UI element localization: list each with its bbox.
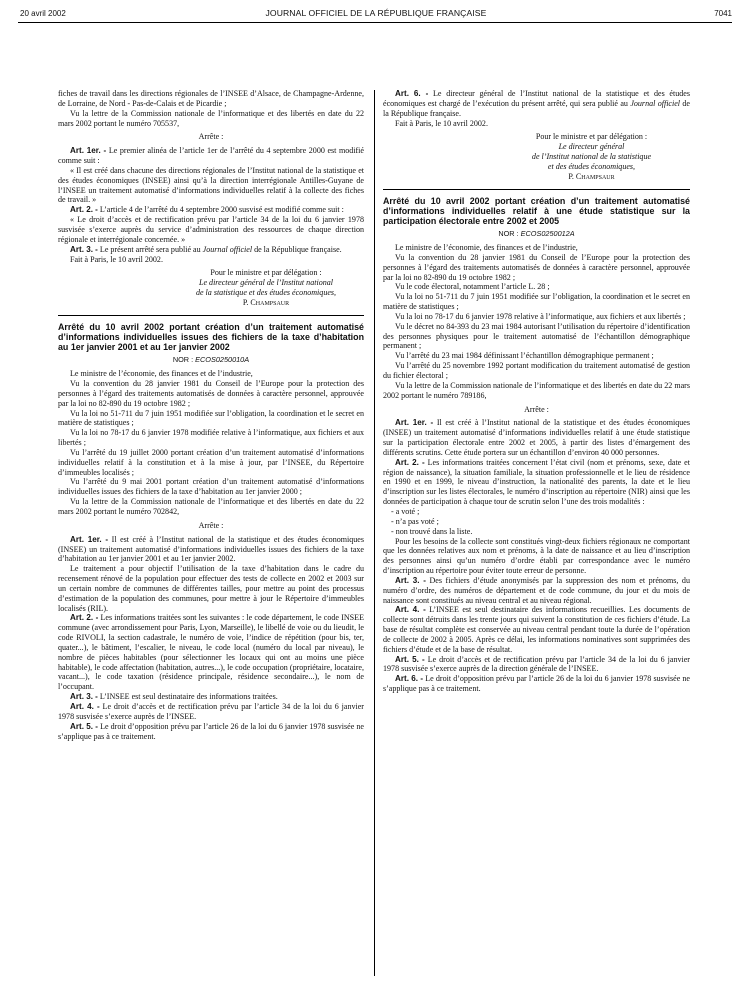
article-label: Art. 2. -	[395, 457, 425, 467]
article-2	[58, 613, 364, 692]
journal-title: JOURNAL OFFICIEL DE LA RÉPUBLIQUE FRANÇAISE	[265, 8, 487, 18]
list-item: - n’a pas voté ;	[391, 516, 439, 526]
journal-officiel-ref: Journal officiel	[202, 244, 253, 254]
article-3	[58, 245, 364, 255]
arrete-heading: Arrête :	[198, 132, 224, 142]
article-5	[383, 655, 690, 675]
article-2	[383, 458, 690, 507]
signature-line: Pour le ministre et par délégation :	[210, 268, 322, 278]
column-divider	[374, 90, 375, 976]
article-label: Art. 4. -	[70, 702, 100, 712]
paragraph: Le ministre de l’économie, des finances et de l’industrie,	[395, 243, 578, 253]
article-6	[383, 674, 690, 694]
article-4	[58, 702, 364, 722]
quoted-paragraph: « Le droit d’accès et de rectification prévu par l’article 34 de la loi du 6 janvier 1978 susvisée s’exerce auprès du service d’administration des ressources de chaque direction régionale et interrégionale concernée. »	[58, 215, 364, 244]
article-label: Art. 2. -	[70, 613, 99, 623]
article-text: Le droit d’opposition prévu par l’article 26 de la loi du 6 janvier 1978 susvisée ne s’applique pas à ce traitement.	[58, 721, 364, 741]
header-rule	[18, 22, 732, 23]
right-column	[383, 89, 690, 694]
page-header	[20, 7, 732, 21]
article-text: Il est créé à l’Institut national de la statistique et des études économiques (INSEE) un traitement automatisé d’informations individuelles relatif à une étude statistique sur la participation électorale entre 2002 et 2005, à partir des listes d’émargement des différents scrutins. Cette étude portera sur un échantillon d’environ 40 000 personnes.	[383, 418, 690, 457]
article-text: L’article 4 de l’arrêté du 4 septembre 2000 susvisé est modifié comme suit :	[97, 205, 344, 215]
article-text: L’INSEE est seul destinataire des informations traitées.	[97, 692, 278, 702]
article-label: Art. 6. -	[395, 89, 429, 98]
paragraph: Vu l’arrêté du 19 juillet 2000 portant création d’un traitement automatisé d’informations individuelles relatif à la constitution et à la mise à jour, par l’INSEE, du Répertoire d’immeubles localisés ;	[58, 447, 364, 477]
signature-line: Le directeur général de l’Institut national	[198, 278, 334, 288]
article-label: Art. 6. -	[395, 674, 424, 684]
article-label: Art. 1er. -	[70, 534, 109, 544]
section-rule	[58, 315, 364, 322]
article-text: de la République française.	[383, 98, 690, 118]
arrete-heading: Arrête :	[524, 404, 549, 414]
paragraph: Vu la loi no 78-17 du 6 janvier 1978 relative à l’informatique, aux fichiers et aux libertés ;	[395, 311, 686, 321]
article-3	[58, 692, 364, 702]
paragraph: Vu la loi no 51-711 du 7 juin 1951 modifiée sur l’obligation, la coordination et le secret en matière de statistiques ;	[383, 292, 690, 312]
article-text: Les informations traitées sont les suivantes : le code département, le code INSEE commune (avec arrondissement pour Paris, Lyon, Marseille), le libellé de voie ou du lieudit, le code RIVOLI, la section cadastrale, le numéro de voie, l’indice de répétition (pour bis, ter, quater...), le bâtiment, l’escalier, le niveau, le code local (numéro du local par niveau), le nombre de pièces habitables (pour sélectionner les locaux qui ont au moins une pièce habitable), le code affectation (habitation, autres...), le code occupation (propriétaire, locataire, vacant...), le code taxation (résidence principale, résidence secondaire...), le nom de l’occupant.	[58, 613, 364, 692]
paragraph: Vu la lettre de la Commission nationale de l’informatique et des libertés en date du 22 mars 2002 portant le numéro 705537,	[58, 108, 364, 128]
article-text: Des fichiers d’étude anonymisés par la suppression des nom et prénoms, du numéro d’ordre, des numéros de département et de code commune, du jour et du mois de naissance sont constitués au niveau central et au niveau régional.	[383, 575, 690, 605]
paragraph: Vu la convention du 28 janvier 1981 du Conseil de l’Europe pour la protection des personnes à l’égard des traitements automatisés de données à caractère personnel, approuvée par la loi no 82-890 du 19 octobre 1982 ;	[383, 252, 690, 282]
section-rule	[383, 189, 690, 196]
article-text: Il est créé à l’Institut national de la statistique et des études économiques (INSEE) un traitement automatisé d’informations individuelles issues des fichiers de la taxe d’habitation au 1er janvier 2001 et au 1er janvier 2002.	[58, 534, 364, 564]
article-label: Art. 5. -	[395, 654, 425, 664]
signature-line: Pour le ministre et par délégation :	[535, 132, 648, 142]
paragraph: Vu la loi no 51-711 du 7 juin 1951 modifiée sur l’obligation, la coordination et le secret en matière de statistiques ;	[58, 408, 364, 428]
paragraph: Vu le code électoral, notamment l’article L. 28 ;	[395, 282, 550, 292]
journal-officiel-ref: Journal officiel	[630, 98, 681, 108]
paragraph: Vu l’arrêté du 9 mai 2001 portant création d’un traitement automatisé d’informations individuelles issues des fichiers de la taxe d’habitation au 1er janvier 2000 ;	[58, 477, 364, 497]
article-2	[58, 205, 364, 215]
article-5	[58, 722, 364, 742]
issue-date: 20 avril 2002	[20, 9, 66, 18]
paragraph: Pour les besoins de la collecte sont constitués vingt-deux fichiers régionaux ne comportant que les données relatives aux nom et prénoms, à la date de naissance et au lieu d’inscription des personnes ainsi qu’un numéro d’ordre établi par correspondance avec le numéro d’inscription au répertoire pour éviter toute erreur de personne.	[383, 536, 690, 576]
quoted-paragraph: « Il est créé dans chacune des directions régionales de l’Institut national de la statistique et des études économiques (INSEE) ainsi qu’à la direction interrégionale Antilles-Guyane de l’INSEE un traitement automatisé d’informations individuelles relatif à la collecte des fiches de travail. »	[58, 165, 364, 205]
article-label: Art. 1er. -	[70, 146, 107, 156]
signatory-name: P. Champsaur	[568, 171, 615, 181]
article-label: Art. 3. -	[395, 575, 426, 585]
article-3	[383, 576, 690, 606]
list-item: - a voté ;	[391, 506, 420, 516]
arrete-title: Arrêté du 10 avril 2002 portant création d’un traitement automatisé d’informations individuelles issues des fichiers de la taxe d’habitation au 1er janvier 2001 et au 1er janvier 2002	[58, 321, 364, 353]
left-column	[58, 89, 364, 741]
paragraph: Le ministre de l’économie, des finances et de l’industrie,	[70, 369, 253, 379]
paragraph: Vu l’arrêté du 25 novembre 1992 portant modification du traitement automatisé de gestion du fichier électoral ;	[383, 361, 690, 381]
fait-a-paris: Fait à Paris, le 10 avril 2002.	[395, 118, 488, 128]
paragraph: fiches de travail dans les directions régionales de l’INSEE d’Alsace, de Champagne-Ardenne, de Lorraine, de Nord - Pas-de-Calais et de Picardie ;	[58, 89, 364, 108]
paragraph: Vu le décret no 84-393 du 23 mai 1984 autorisant l’utilisation du répertoire d’identification des personnes physiques pour le traitement automatisé de l’échantillon démographique permanent ;	[383, 321, 690, 351]
article-text: Le directeur général de l’Institut national de la statistique et des études économiques est chargé de l’exécution du présent arrêté, qui sera publié au	[383, 89, 690, 108]
arrete-title: Arrêté du 10 avril 2002 portant création d’un traitement automatisé d’informations individuelles relatif à une étude statistique sur la participation électorale entre 2002 et 2005	[383, 195, 690, 226]
signature-line: de la statistique et des études économiques,	[195, 288, 337, 298]
article-text: Le droit d’opposition prévu par l’article 26 de la loi du 6 janvier 1978 susvisée ne s’applique pas à ce traitement.	[383, 674, 690, 694]
paragraph: Vu la lettre de la Commission nationale de l’informatique et des libertés en date du 22 mars 2002 portant le numéro 702842,	[58, 497, 364, 516]
article-text: Le droit d’accès et de rectification prévu par l’article 34 de la loi du 6 janvier 1978 susvisée s’exerce auprès de la direction générale de l’INSEE.	[383, 654, 690, 674]
signatory-name: P. Champsaur	[242, 297, 290, 307]
paragraph: Vu la loi no 78-17 du 6 janvier 1978 modifiée relative à l’informatique, aux fichiers et aux libertés ;	[58, 428, 364, 448]
list-item: - non trouvé dans la liste.	[391, 526, 473, 536]
fait-a-paris: Fait à Paris, le 10 avril 2002.	[70, 254, 163, 264]
article-1	[383, 418, 690, 457]
arrete-heading: Arrête :	[198, 520, 224, 530]
article-text: Le présent arrêté sera publié au	[97, 244, 203, 254]
article-label: Art. 4. -	[395, 605, 426, 615]
article-1	[58, 146, 364, 166]
article-label: Art. 3. -	[70, 244, 98, 254]
paragraph: Vu la convention du 28 janvier 1981 du Conseil de l’Europe pour la protection des personnes à l’égard des traitements automatisés de données à caractère personnel, approuvée par la loi no 82-890 du 19 octobre 1982 ;	[58, 379, 364, 408]
signature-line: et des études économiques,	[547, 161, 636, 171]
article-text: L’INSEE est seul destinataire des informations recueillies. Les documents de collecte sont détruits dans les trente jours qui suivent la constitution de ces fichiers d’étude. La base de résultat complète est conservée au niveau central pendant toute la durée de l’opération de collecte de 2002 à 2005. Après ce délai, les informations nominatives sont supprimées des fichiers d’étude et de la base de résultat.	[383, 605, 690, 654]
article-label: Art. 1er. -	[395, 418, 434, 428]
nor-reference: NOR : ECOS0250012A	[498, 229, 575, 239]
paragraph: Vu l’arrêté du 23 mai 1984 définissant l’échantillon démographique permanent ;	[395, 351, 654, 361]
article-4	[383, 605, 690, 654]
article-text: Les informations traitées concernent l’état civil (nom et prénoms, sexe, date et région de naissance), la situation familiale, la situation professionnelle et le lieu de résidence en 1990 et en 1999, le niveau d’instruction, la nationalité des parents, la date et le lieu d’inscription sur les listes électorales, le numéro d’inscription au répertoire (NIR) ainsi que les données de participation à chaque tour de scrutin selon l’une des trois modalités :	[383, 457, 690, 507]
article-text: Le premier alinéa de l’article 1er de l’arrêté du 4 septembre 2000 est modifié comme suit :	[58, 146, 364, 166]
signature-line: Le directeur général	[558, 142, 625, 152]
article-6	[383, 89, 690, 119]
signature-line: de l’Institut national de la statistique	[531, 152, 652, 162]
article-text: de la République française.	[252, 244, 342, 254]
article-text: Le droit d’accès et de rectification prévu par l’article 34 de la loi du 6 janvier 1978 susvisée s’exerce auprès de l’INSEE.	[58, 702, 364, 721]
article-1	[58, 535, 364, 565]
paragraph: Vu la lettre de la Commission nationale de l’informatique et des libertés en date du 22 mars 2002 portant le numéro 789186,	[383, 380, 690, 400]
article-label: Art. 2. -	[70, 205, 98, 215]
article-label: Art. 3. -	[70, 692, 98, 702]
page-number: 7041	[714, 9, 732, 18]
nor-reference: NOR : ECOS0250010A	[172, 355, 250, 365]
paragraph: Le traitement a pour objectif l’utilisation de la taxe d’habitation dans le cadre du recensement rénové de la population pour effectuer des tests de collecte en 2002 et 2003 sur un certain nombre de communes de différentes tailles, pour mettre au point des processus d’estimation de la population des communes, pour mettre à jour le Répertoire d’immeubles localisés (RIL).	[58, 564, 364, 613]
article-label: Art. 5. -	[70, 721, 98, 731]
